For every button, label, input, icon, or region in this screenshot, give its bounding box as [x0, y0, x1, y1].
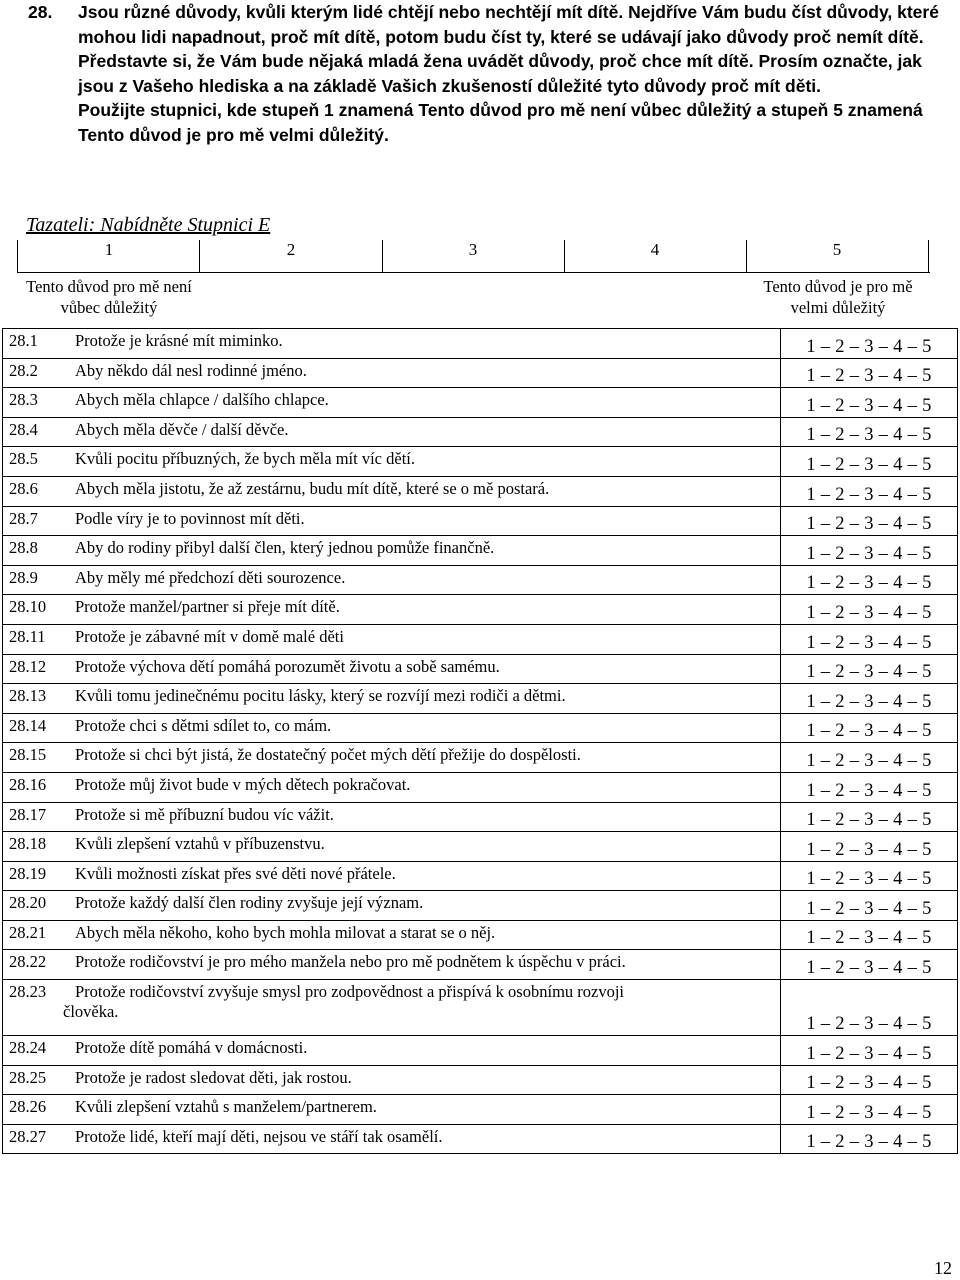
- item-cell: [3, 506, 781, 536]
- answer-scale[interactable]: 1 – 2 – 3 – 4 – 5: [781, 417, 958, 447]
- answer-scale[interactable]: 1 – 2 – 3 – 4 – 5: [781, 684, 958, 714]
- item-number: 28.14: [9, 715, 47, 735]
- item-cell: [3, 1036, 781, 1066]
- question-number: 28.: [28, 2, 53, 22]
- table-row: [3, 565, 958, 595]
- item-cell: [3, 980, 781, 1036]
- scale-tick: [382, 240, 383, 272]
- scale-tick: [564, 240, 565, 272]
- item-number: 28.5: [9, 449, 38, 469]
- table-row: [3, 684, 958, 714]
- answer-scale[interactable]: 1 – 2 – 3 – 4 – 5: [781, 980, 958, 1036]
- answer-scale[interactable]: 1 – 2 – 3 – 4 – 5: [781, 447, 958, 477]
- table-row: [3, 802, 958, 832]
- items-table: [2, 328, 958, 1154]
- item-text: Protože lidé, kteří mají děti, nejsou ve stáří tak osamělí.: [75, 1126, 443, 1146]
- answer-scale[interactable]: 1 – 2 – 3 – 4 – 5: [781, 891, 958, 921]
- item-text: Protože každý další člen rodiny zvyšuje její význam.: [75, 893, 424, 913]
- item-cell: [3, 684, 781, 714]
- item-number: 28.22: [9, 952, 47, 972]
- table-row: [3, 1124, 958, 1154]
- item-text: Kvůli pocitu příbuzných, že bych měla mít víc dětí.: [75, 449, 415, 469]
- answer-scale[interactable]: 1 – 2 – 3 – 4 – 5: [781, 1036, 958, 1066]
- table-row: [3, 1065, 958, 1095]
- table-row: [3, 358, 958, 388]
- table-row: [3, 772, 958, 802]
- item-text: Aby do rodiny přibyl další člen, který jednou pomůže finančně.: [75, 538, 495, 558]
- item-text: Aby měly mé předchozí děti sourozence.: [75, 567, 346, 587]
- table-row: [3, 920, 958, 950]
- answer-scale[interactable]: 1 – 2 – 3 – 4 – 5: [781, 832, 958, 862]
- item-number: 28.12: [9, 656, 47, 676]
- item-number: 28.1: [9, 331, 38, 350]
- item-text: Abych měla jistotu, že až zestárnu, budu mít dítě, které se o mě postará.: [75, 478, 550, 498]
- table-row: [3, 713, 958, 743]
- item-text: Abych měla chlapce / dalšího chlapce.: [75, 390, 329, 410]
- item-text: Abych měla děvče / další děvče.: [75, 419, 289, 439]
- table-row: [3, 1036, 958, 1066]
- item-cell: [3, 536, 781, 566]
- answer-scale[interactable]: 1 – 2 – 3 – 4 – 5: [781, 1124, 958, 1154]
- item-text: Protože můj život bude v mých dětech pokračovat.: [75, 774, 411, 794]
- item-cell: [3, 1095, 781, 1125]
- answer-scale[interactable]: 1 – 2 – 3 – 4 – 5: [781, 950, 958, 980]
- table-row: [3, 506, 958, 536]
- item-number: 28.15: [9, 745, 47, 765]
- answer-scale[interactable]: 1 – 2 – 3 – 4 – 5: [781, 329, 958, 359]
- answer-scale[interactable]: 1 – 2 – 3 – 4 – 5: [781, 713, 958, 743]
- item-number: 28.23: [9, 982, 47, 1002]
- scale-label-1: 1: [104, 240, 114, 259]
- item-text: Abych měla někoho, koho bych mohla milovat a starat se o něj.: [75, 922, 496, 942]
- item-number: 28.9: [9, 567, 38, 587]
- answer-scale[interactable]: 1 – 2 – 3 – 4 – 5: [781, 565, 958, 595]
- table-row: [3, 447, 958, 477]
- item-cell: [3, 891, 781, 921]
- item-text: Protože dítě pomáhá v domácnosti.: [75, 1038, 308, 1058]
- question-instruction: Představte si, že Vám bude nějaká mladá žena uvádět důvody, proč chce mít dítě. Prosím označte, jak jsou z Vašeho hlediska a na základě Vašich zkušeností důležité tyto důvody proč mít děti.: [78, 51, 922, 96]
- answer-scale[interactable]: 1 – 2 – 3 – 4 – 5: [781, 358, 958, 388]
- answer-scale[interactable]: 1 – 2 – 3 – 4 – 5: [781, 654, 958, 684]
- item-text: Kvůli možnosti získat přes své děti nové přátele.: [75, 863, 396, 883]
- item-cell: [3, 713, 781, 743]
- table-row: [3, 654, 958, 684]
- scale-label-3: 3: [468, 240, 478, 259]
- answer-scale[interactable]: 1 – 2 – 3 – 4 – 5: [781, 506, 958, 536]
- item-number: 28.8: [9, 538, 38, 558]
- item-text: Protože je krásné mít miminko.: [75, 331, 283, 350]
- answer-scale[interactable]: 1 – 2 – 3 – 4 – 5: [781, 772, 958, 802]
- item-cell: [3, 1065, 781, 1095]
- item-text-continuation: člověka.: [63, 1002, 119, 1022]
- item-text: Podle víry je to povinnost mít děti.: [75, 508, 305, 528]
- table-row: [3, 743, 958, 773]
- item-number: 28.2: [9, 360, 38, 380]
- item-number: 28.25: [9, 1067, 47, 1087]
- item-number: 28.17: [9, 804, 47, 824]
- item-cell: [3, 861, 781, 891]
- item-number: 28.13: [9, 686, 47, 706]
- item-cell: [3, 417, 781, 447]
- scale-low-anchor: Tento důvod pro mě není vůbec důležitý: [26, 277, 192, 317]
- item-cell: [3, 595, 781, 625]
- rating-scale: [17, 240, 930, 273]
- item-cell: [3, 743, 781, 773]
- item-number: 28.6: [9, 478, 38, 498]
- answer-scale[interactable]: 1 – 2 – 3 – 4 – 5: [781, 476, 958, 506]
- item-number: 28.11: [9, 626, 46, 646]
- table-row: [3, 950, 958, 980]
- scale-tick: [928, 240, 929, 272]
- item-cell: [3, 1124, 781, 1154]
- item-cell: [3, 950, 781, 980]
- item-number: 28.24: [9, 1038, 47, 1058]
- table-row: [3, 388, 958, 418]
- question-header: [28, 0, 948, 147]
- item-text: Protože chci s dětmi sdílet to, co mám.: [75, 715, 332, 735]
- scale-tick: [746, 240, 747, 272]
- item-text: Protože je radost sledovat děti, jak rostou.: [75, 1067, 352, 1087]
- scale-tick: [17, 240, 18, 272]
- scale-label-2: 2: [286, 240, 296, 259]
- item-number: 28.26: [9, 1097, 47, 1117]
- item-text: Protože je zábavné mít v domě malé děti: [75, 626, 344, 646]
- table-row: [3, 832, 958, 862]
- answer-scale[interactable]: 1 – 2 – 3 – 4 – 5: [781, 536, 958, 566]
- answer-scale[interactable]: 1 – 2 – 3 – 4 – 5: [781, 802, 958, 832]
- answer-scale[interactable]: 1 – 2 – 3 – 4 – 5: [781, 861, 958, 891]
- answer-scale[interactable]: 1 – 2 – 3 – 4 – 5: [781, 1065, 958, 1095]
- scale-tick: [199, 240, 200, 272]
- item-cell: [3, 832, 781, 862]
- item-number: 28.19: [9, 863, 47, 883]
- item-cell: [3, 802, 781, 832]
- scale-label-4: 4: [650, 240, 660, 259]
- item-cell: [3, 654, 781, 684]
- item-text: Protože manžel/partner si přeje mít dítě.: [75, 597, 340, 617]
- answer-scale[interactable]: 1 – 2 – 3 – 4 – 5: [781, 1095, 958, 1125]
- table-row: [3, 329, 958, 359]
- answer-scale[interactable]: 1 – 2 – 3 – 4 – 5: [781, 743, 958, 773]
- item-number: 28.20: [9, 893, 47, 913]
- table-row: [3, 476, 958, 506]
- table-row: [3, 536, 958, 566]
- scale-label-5: 5: [832, 240, 842, 259]
- item-text: Kvůli tomu jedinečnému pocitu lásky, který se rozvíjí mezi rodiči a dětmi.: [75, 686, 566, 706]
- item-text: Aby někdo dál nesl rodinné jméno.: [75, 360, 307, 380]
- item-text: Protože si mě příbuzní budou víc vážit.: [75, 804, 334, 824]
- item-text: Protože rodičovství zvyšuje smysl pro zodpovědnost a přispívá k osobnímu rozvoji: [75, 982, 625, 1002]
- answer-scale[interactable]: 1 – 2 – 3 – 4 – 5: [781, 624, 958, 654]
- items-body: [3, 329, 958, 1154]
- item-cell: [3, 447, 781, 477]
- answer-scale[interactable]: 1 – 2 – 3 – 4 – 5: [781, 595, 958, 625]
- item-number: 28.16: [9, 774, 47, 794]
- scale-high-anchor: Tento důvod je pro mě velmi důležitý: [763, 277, 913, 317]
- table-row: [3, 980, 958, 1036]
- table-row: [3, 1095, 958, 1125]
- item-cell: [3, 624, 781, 654]
- question-intro: Jsou různé důvody, kvůli kterým lidé chtějí nebo nechtějí mít dítě. Nejdříve Vám budu číst důvody, které mohou lidi napadnout, proč mít dítě, potom budu číst ty, které se udávají jako důvody proč nemít dítě.: [78, 2, 939, 47]
- item-cell: [3, 565, 781, 595]
- item-number: 28.3: [9, 390, 38, 410]
- item-text: Protože rodičovství je pro mého manžela nebo pro mě podnětem k úspěchu v práci.: [75, 952, 626, 972]
- item-text: Protože výchova dětí pomáhá porozumět životu a sobě samému.: [75, 656, 500, 676]
- item-cell: [3, 476, 781, 506]
- interviewer-note: Tazateli: Nabídněte Stupnici E: [26, 214, 271, 236]
- item-text: Protože si chci být jistá, že dostatečný počet mých dětí přežije do dospělosti.: [75, 745, 581, 765]
- answer-scale[interactable]: 1 – 2 – 3 – 4 – 5: [781, 920, 958, 950]
- item-text: Kvůli zlepšení vztahů v příbuzenstvu.: [75, 834, 325, 854]
- item-cell: [3, 329, 781, 359]
- item-cell: [3, 388, 781, 418]
- item-number: 28.27: [9, 1126, 47, 1146]
- question-scale-instruction: Použijte stupnici, kde stupeň 1 znamená Tento důvod pro mě není vůbec důležitý a stupeň 5 znamená Tento důvod je pro mě velmi důležitý.: [78, 100, 923, 145]
- table-row: [3, 624, 958, 654]
- item-text: Kvůli zlepšení vztahů s manželem/partnerem.: [75, 1097, 377, 1117]
- answer-scale[interactable]: 1 – 2 – 3 – 4 – 5: [781, 388, 958, 418]
- item-number: 28.10: [9, 597, 47, 617]
- item-number: 28.18: [9, 834, 47, 854]
- table-row: [3, 417, 958, 447]
- item-cell: [3, 358, 781, 388]
- item-number: 28.4: [9, 419, 38, 439]
- item-number: 28.7: [9, 508, 38, 528]
- table-row: [3, 891, 958, 921]
- item-cell: [3, 920, 781, 950]
- table-row: [3, 861, 958, 891]
- item-number: 28.21: [9, 922, 47, 942]
- page-number: 12: [934, 1258, 952, 1278]
- item-cell: [3, 772, 781, 802]
- table-row: [3, 595, 958, 625]
